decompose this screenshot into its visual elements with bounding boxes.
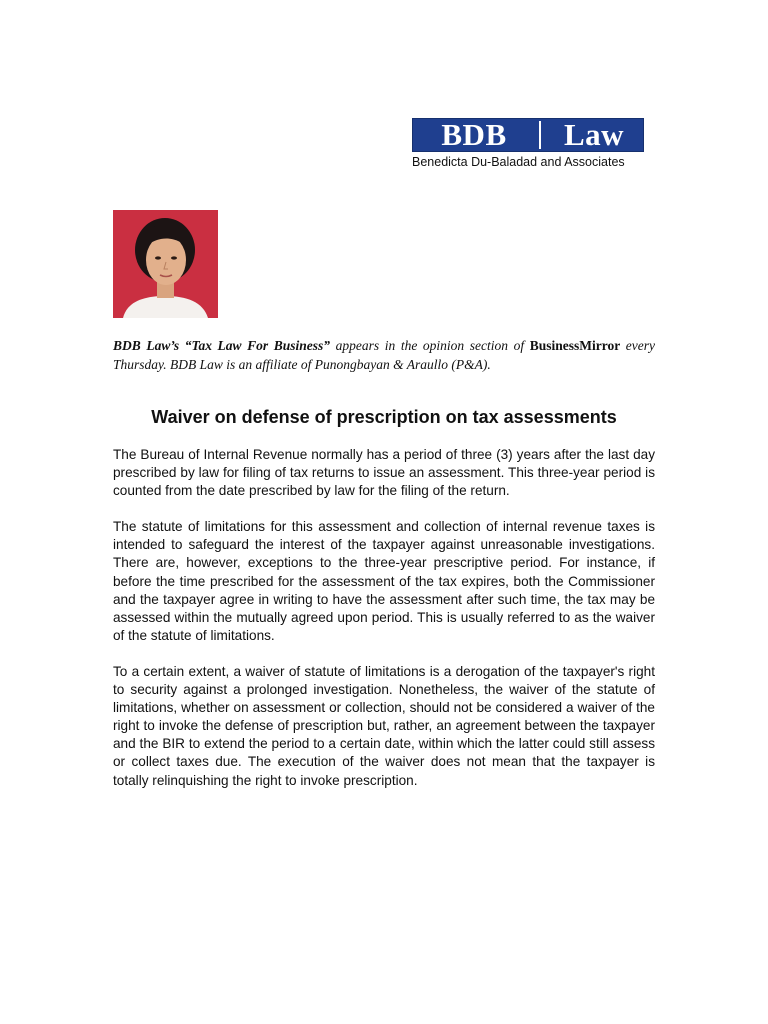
paragraph-3: To a certain extent, a waiver of statute of limitations is a derogation of the taxpayer's right to security against a prolonged investigation. Nonetheless, the waiver of the statute of limitations, whether on assessment or collection, should not be considered a waiver of the right to invoke the defense of prescription but, rather, an agreement between the taxpayer and the BIR to extend the period to a certain date, within which the latter could still assess or collect taxes due. The execution of the waiver does not mean that the taxpayer is totally relinquishing the right to invoke prescription. xyxy=(113,663,655,788)
column-note xyxy=(113,336,655,374)
article-title: Waiver on defense of prescription on tax assessments xyxy=(151,407,617,427)
logo-wordmark xyxy=(412,118,644,152)
note-text-2: every Thursday. BDB Law is an affiliate of Punongbayan & Araullo (P&A). xyxy=(113,338,656,372)
article-body xyxy=(113,446,655,808)
paragraph-1: The Bureau of Internal Revenue normally has a period of three (3) years after the last day prescribed by law for filing of tax returns to issue an assessment. This three-year period is counted from the date prescribed by law for the filing of the return. xyxy=(113,447,655,499)
paragraph-2: The statute of limitations for this assessment and collection of internal revenue taxes is intended to safeguard the interest of the taxpayer against unreasonable investigations. There are, however, exceptions to the three-year prescriptive period. For instance, if before the time prescribed for the assessment of the tax expires, both the Commissioner and the taxpayer agree in writing to have the assessment after such time, the tax may be assessed within the mutually agreed upon period. This is usually referred to as the waiver of the statute of limitations. xyxy=(113,519,655,643)
logo-brand-left: BDB xyxy=(441,117,507,152)
note-text-1: appears in the opinion section of xyxy=(330,338,530,353)
logo-brand-right: Law xyxy=(563,117,625,152)
author-portrait-image xyxy=(113,210,218,318)
logo-divider xyxy=(539,121,541,149)
publication-name: BusinessMirror xyxy=(529,338,621,353)
author-photo xyxy=(113,210,218,318)
firm-logo xyxy=(412,118,644,169)
column-title: BDB Law’s “Tax Law For Business” xyxy=(113,338,331,353)
firm-name: Benedicta Du-Baladad and Associates xyxy=(412,155,625,169)
